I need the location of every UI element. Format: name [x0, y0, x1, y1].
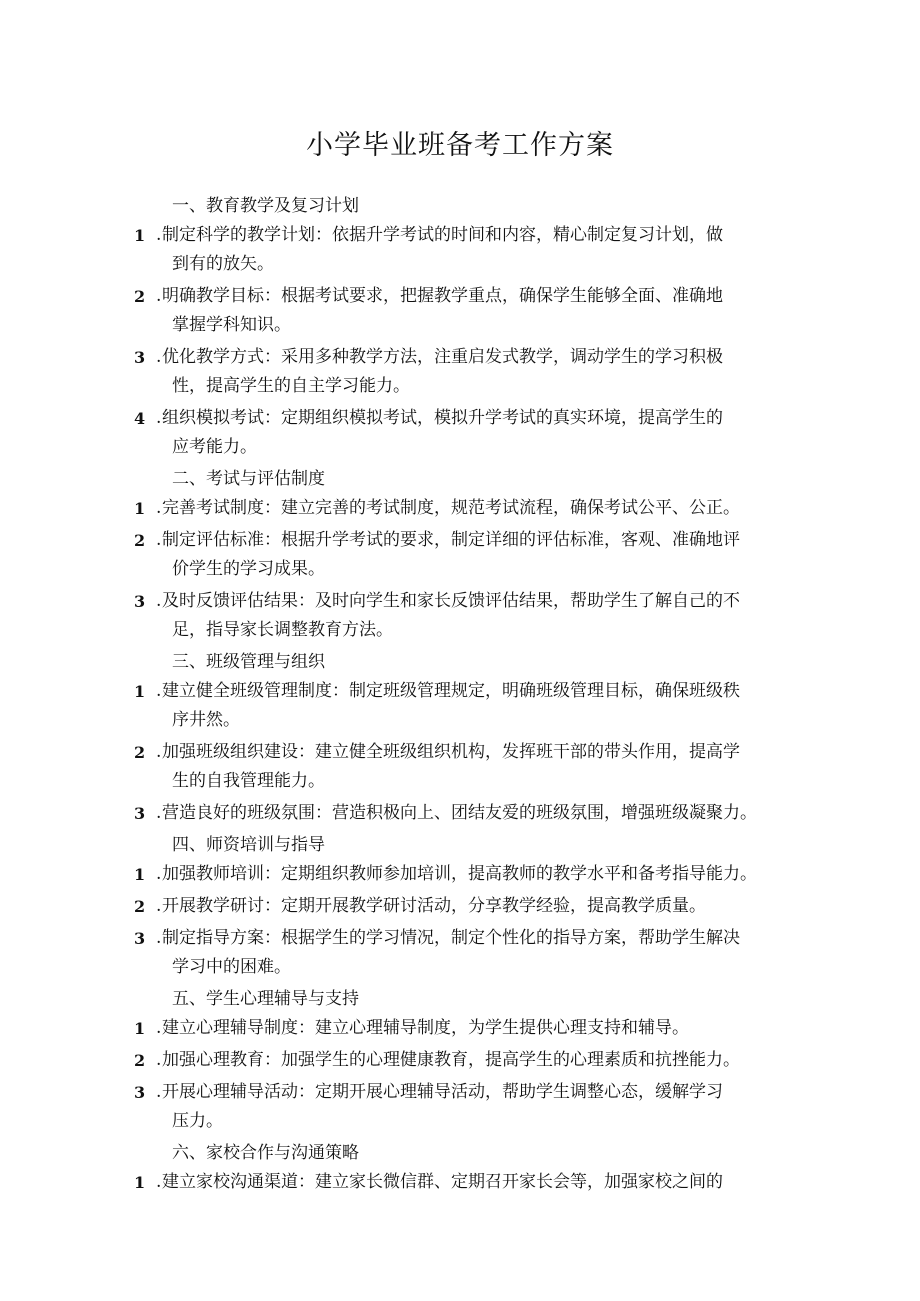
item-line: 完善考试制度：建立完善的考试制度，规范考试流程，确保考试公平、公正。 [162, 498, 740, 518]
section-heading: 二、考试与评估制度 [172, 469, 325, 489]
item-text [162, 221, 802, 279]
item-dot: . [156, 347, 162, 367]
item-number: 2 [134, 897, 146, 916]
item-number: 3 [134, 929, 146, 948]
item-text [162, 860, 802, 889]
list-item [0, 892, 920, 921]
item-text [162, 924, 802, 982]
item-dot: . [156, 286, 162, 306]
item-dot: . [156, 928, 162, 948]
item-number: 1 [134, 226, 146, 245]
item-line: 开展心理辅导活动：定期开展心理辅导活动，帮助学生调整心态，缓解学习 [162, 1082, 723, 1102]
item-line: 压力。 [172, 1111, 223, 1131]
item-text [162, 799, 802, 828]
section-heading: 三、班级管理与组织 [172, 652, 325, 672]
item-text [162, 494, 802, 523]
item-dot: . [156, 864, 162, 884]
item-line: 开展教学研讨：定期开展教学研讨活动，分享教学经验，提高教学质量。 [162, 896, 706, 916]
item-line: 建立家校沟通渠道：建立家长微信群、定期召开家长会等，加强家校之间的 [162, 1172, 723, 1192]
item-number: 1 [134, 1173, 146, 1192]
list-item [0, 343, 920, 401]
item-dot: . [156, 408, 162, 428]
section-heading: 四、师资培训与指导 [172, 835, 325, 855]
item-number: 2 [134, 531, 146, 550]
item-text [162, 282, 802, 340]
item-number: 1 [134, 1019, 146, 1038]
document-title: 小学毕业班备考工作方案 [306, 130, 614, 161]
item-number: 3 [134, 1083, 146, 1102]
item-dot: . [156, 1172, 162, 1192]
item-line: 价学生的学习成果。 [172, 559, 325, 579]
list-item [0, 404, 920, 462]
item-line: 加强班级组织建设：建立健全班级组织机构，发挥班干部的带头作用，提高学 [162, 742, 740, 762]
item-line: 到有的放矢。 [172, 254, 274, 274]
list-item [0, 860, 920, 889]
item-line: 建立心理辅导制度：建立心理辅导制度，为学生提供心理支持和辅导。 [162, 1018, 689, 1038]
item-line: 加强心理教育：加强学生的心理健康教育，提高学生的心理素质和抗挫能力。 [162, 1050, 740, 1070]
item-dot: . [156, 742, 162, 762]
item-line: 建立健全班级管理制度：制定班级管理规定，明确班级管理目标，确保班级秩 [162, 681, 740, 701]
item-dot: . [156, 681, 162, 701]
item-dot: . [156, 591, 162, 611]
item-dot: . [156, 1050, 162, 1070]
item-dot: . [156, 530, 162, 550]
item-number: 2 [134, 1051, 146, 1070]
item-line: 制定评估标准：根据升学考试的要求，制定详细的评估标准，客观、准确地评 [162, 530, 740, 550]
item-text [162, 587, 802, 645]
item-number: 3 [134, 348, 146, 367]
item-number: 2 [134, 287, 146, 306]
item-line: 制定指导方案：根据学生的学习情况，制定个性化的指导方案，帮助学生解决 [162, 928, 740, 948]
list-item [0, 799, 920, 828]
list-item [0, 526, 920, 584]
list-item [0, 677, 920, 735]
item-line: 学习中的困难。 [172, 957, 291, 977]
item-dot: . [156, 896, 162, 916]
item-number: 4 [134, 409, 146, 428]
list-item [0, 221, 920, 279]
list-item [0, 494, 920, 523]
item-line: 明确教学目标：根据考试要求，把握教学重点，确保学生能够全面、准确地 [162, 286, 723, 306]
item-line: 制定科学的教学计划：依据升学考试的时间和内容，精心制定复习计划，做 [162, 225, 723, 245]
item-dot: . [156, 1018, 162, 1038]
item-dot: . [156, 1082, 162, 1102]
section-heading: 六、家校合作与沟通策略 [172, 1143, 359, 1163]
list-item [0, 738, 920, 796]
list-item [0, 924, 920, 982]
list-item [0, 587, 920, 645]
item-number: 1 [134, 682, 146, 701]
item-number: 1 [134, 499, 146, 518]
item-line: 掌握学科知识。 [172, 315, 291, 335]
list-item [0, 1046, 920, 1075]
item-text [162, 892, 802, 921]
item-number: 3 [134, 804, 146, 823]
item-text [162, 677, 802, 735]
item-line: 生的自我管理能力。 [172, 771, 325, 791]
item-line: 营造良好的班级氛围：营造积极向上、团结友爱的班级氛围，增强班级凝聚力。 [162, 803, 757, 823]
item-number: 1 [134, 865, 146, 884]
item-text [162, 1078, 802, 1136]
item-line: 组织模拟考试：定期组织模拟考试，模拟升学考试的真实环境，提高学生的 [162, 408, 723, 428]
item-line: 序井然。 [172, 710, 240, 730]
item-line: 应考能力。 [172, 437, 257, 457]
item-text [162, 526, 802, 584]
section-heading: 五、学生心理辅导与支持 [172, 989, 359, 1009]
item-text [162, 343, 802, 401]
item-line: 优化教学方式：采用多种教学方法，注重启发式教学，调动学生的学习积极 [162, 347, 723, 367]
item-line: 及时反馈评估结果：及时向学生和家长反馈评估结果，帮助学生了解自己的不 [162, 591, 740, 611]
item-number: 2 [134, 743, 146, 762]
item-text [162, 738, 802, 796]
item-text [162, 1046, 802, 1075]
list-item [0, 1168, 920, 1197]
list-item [0, 1078, 920, 1136]
item-dot: . [156, 498, 162, 518]
item-line: 足，指导家长调整教育方法。 [172, 620, 393, 640]
list-item [0, 1014, 920, 1043]
item-number: 3 [134, 592, 146, 611]
item-text [162, 1168, 802, 1197]
item-text [162, 1014, 802, 1043]
list-item [0, 282, 920, 340]
document-body [0, 192, 920, 1200]
item-line: 性，提高学生的自主学习能力。 [172, 376, 410, 396]
item-line: 加强教师培训：定期组织教师参加培训，提高教师的教学水平和备考指导能力。 [162, 864, 757, 884]
item-dot: . [156, 803, 162, 823]
item-dot: . [156, 225, 162, 245]
item-text [162, 404, 802, 462]
section-heading: 一、教育教学及复习计划 [172, 196, 359, 216]
